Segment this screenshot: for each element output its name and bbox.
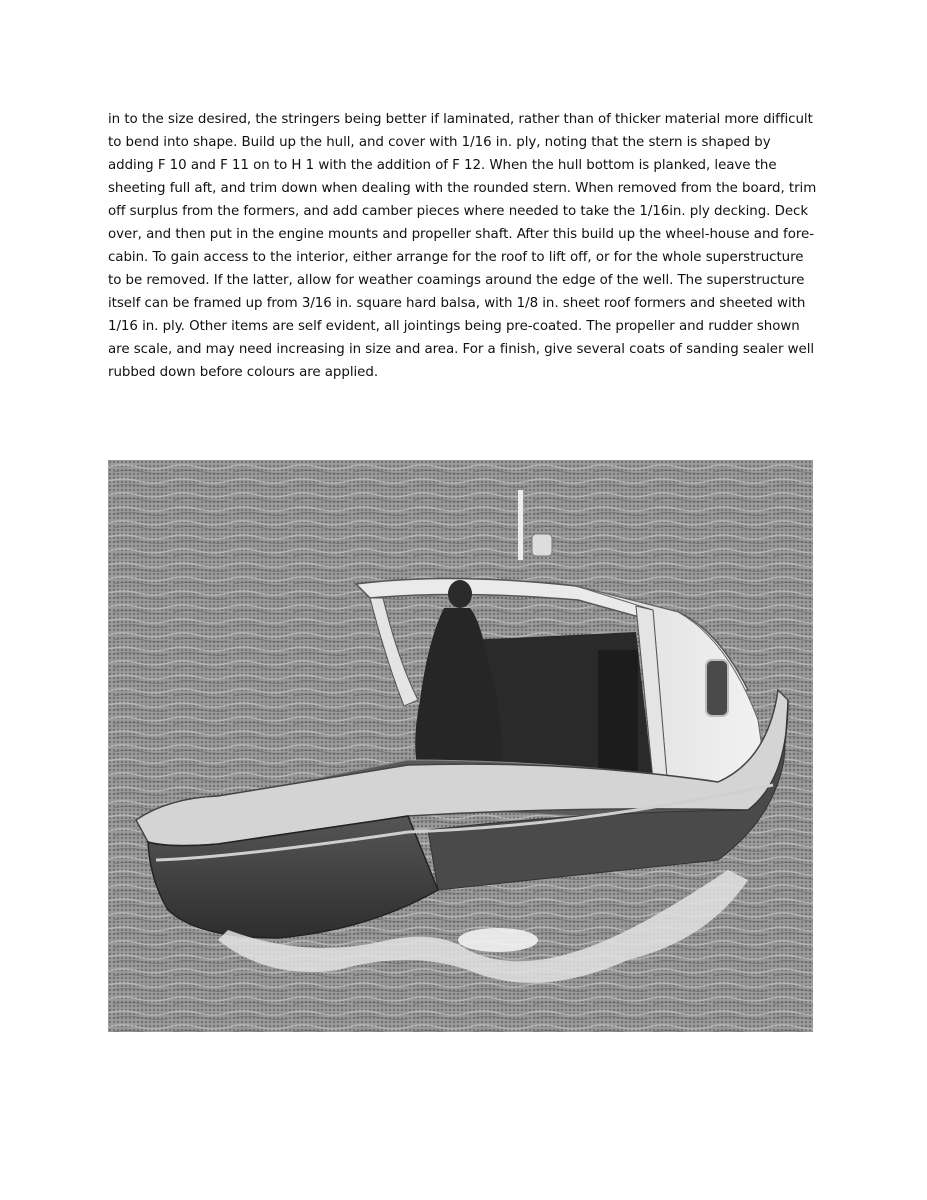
mast	[518, 490, 523, 560]
figure-head	[448, 580, 472, 608]
porthole-window	[706, 660, 728, 716]
mast-light	[532, 534, 552, 556]
wake-splash	[458, 928, 538, 952]
body-paragraph: in to the size desired, the stringers being better if laminated, rather than of thicker material more difficult to bend into shape. Build up the hull, and cover with 1/16 in. ply, noting that the stern is shaped by adding F 10 and F 11 on to H 1 with the addition of F 12. When the hull bottom is planked, leave the sheeting full aft, and trim down when dealing with the rounded stern. When removed from the board, trim off surplus from the formers, and add camber pieces where needed to take the 1/16in. ply decking. Deck over, and then put in the engine mounts and propeller shaft. After this build up the wheel-house and fore-cabin. To gain access to the interior, either arrange for the roof to lift off, or for the whole superstructure to be removed. If the latter, allow for weather coamings around the edge of the well. The superstructure itself can be framed up from 3/16 in. square hard balsa, with 1/8 in. sheet roof formers and sheeted with 1/16 in. ply. Other items are self evident, all jointings being pre-coated. The propeller and rudder shown are scale, and may need increasing in size and area. For a finish, give several coats of sanding sealer well rubbed down before colours are applied.	[108, 112, 817, 380]
boat-photo	[108, 460, 813, 1032]
boat-photo-illustration	[108, 460, 813, 1032]
